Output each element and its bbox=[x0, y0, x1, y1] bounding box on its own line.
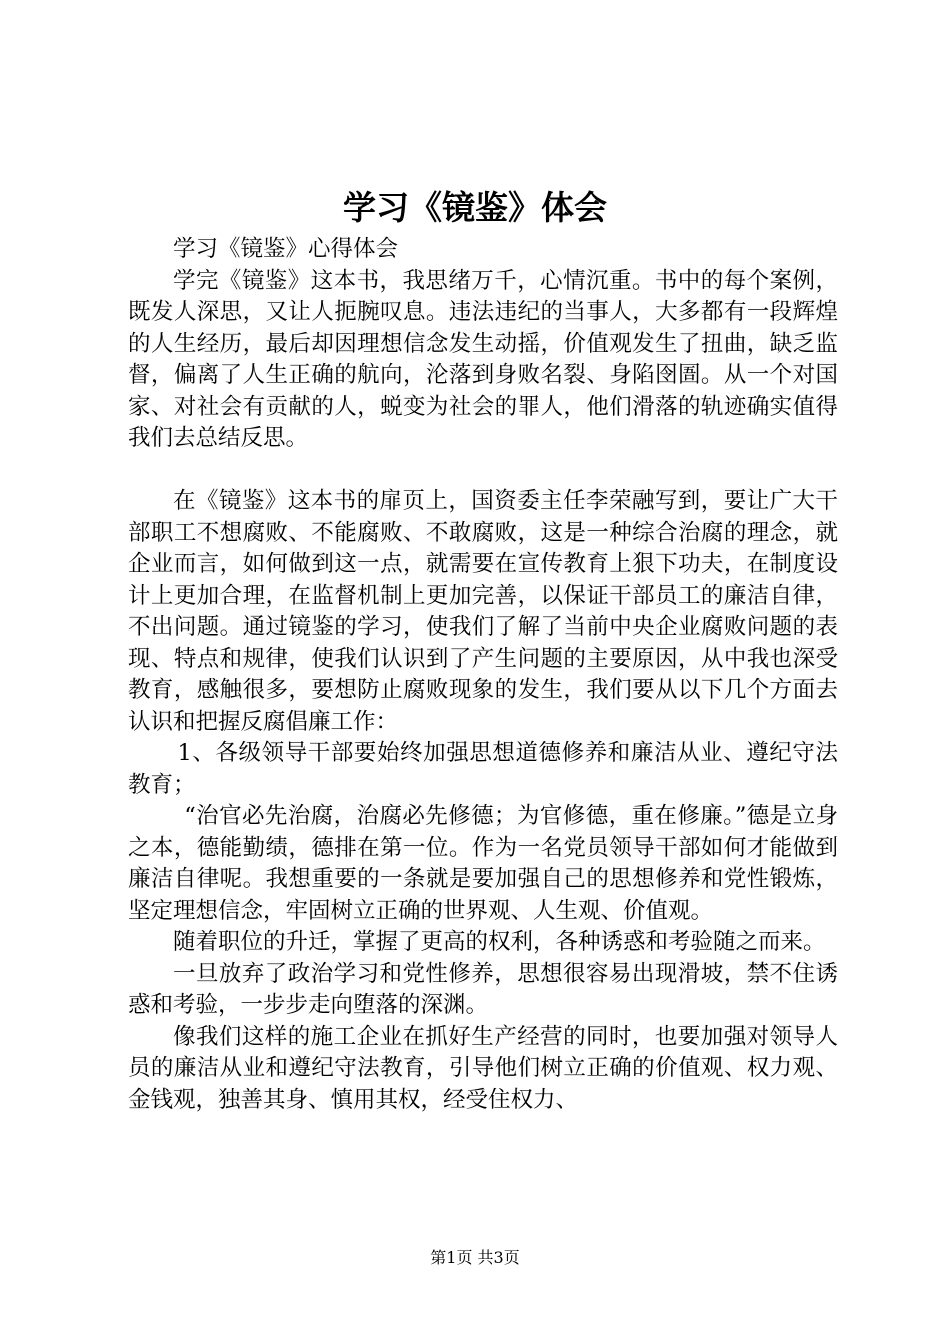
paragraph-promotion: 随着职位的升迁，掌握了更高的权利，各种诱惑和考验随之而来。 bbox=[173, 929, 826, 955]
paragraph-preface: 在《镜鉴》这本书的扉页上，国资委主任李荣融写到，要让广大干部职工不想腐败、不能腐败、不敢腐败，这是一种综合治腐的理念，就企业而言，如何做到这一点，就需要在宣传教育上狠下功夫，在制度设计上更加合理，在监督机制上更加完善，以保证干部员工的廉洁自律，不出问题。通过镜鉴的学习，使我们了解了当前中央企业腐败问题的表现、特点和规律，使我们认识到了产生问题的主要原因，从中我也深受教育，感触很多，要想防止腐败现象的发生，我们要从以下几个方面去认识和把握反腐倡廉工作： bbox=[128, 488, 838, 735]
document-body bbox=[128, 234, 838, 1116]
paragraph-point-1: 1、各级领导干部要始终加强思想道德修养和廉洁从业、遵纪守法教育； bbox=[128, 740, 838, 798]
paragraph-enterprise: 像我们这样的施工企业在抓好生产经营的同时，也要加强对领导人员的廉洁从业和遵纪守法教育，引导他们树立正确的价值观、权力观、金钱观，独善其身、慎用其权，经受住权力、 bbox=[128, 1023, 838, 1113]
paragraph-intro: 学完《镜鉴》这本书，我思绪万千，心情沉重。书中的每个案例，既发人深思，又让人扼腕叹息。违法违纪的当事人，大多都有一段辉煌的人生经历，最后却因理想信念发生动摇，价值观发生了扭曲，缺乏监督，偏离了人生正确的航向，沦落到身败名裂、身陷囹圄。从一个对国家、对社会有贡献的人，蜕变为社会的罪人，他们滑落的轨迹确实值得我们去总结反思。 bbox=[128, 267, 838, 451]
paragraph-subtitle: 学习《镜鉴》心得体会 bbox=[173, 236, 399, 262]
paragraph-quote: “治官必先治腐，治腐必先修德；为官修德，重在修廉。”德是立身之本，德能勤绩，德排在第一位。作为一名党员领导干部如何才能做到廉洁自律呢。我想重要的一条就是要加强自己的思想修养和党性锻炼，坚定理想信念，牢固树立正确的世界观、人生观、价值观。 bbox=[128, 803, 838, 924]
page-footer: 第1页 共3页 bbox=[430, 1248, 520, 1267]
paragraph-warning: 一旦放弃了政治学习和党性修养，思想很容易出现滑坡，禁不住诱惑和考验，一步步走向堕落的深渊。 bbox=[128, 960, 838, 1018]
document-title: 学习《镜鉴》体会 bbox=[343, 188, 607, 227]
